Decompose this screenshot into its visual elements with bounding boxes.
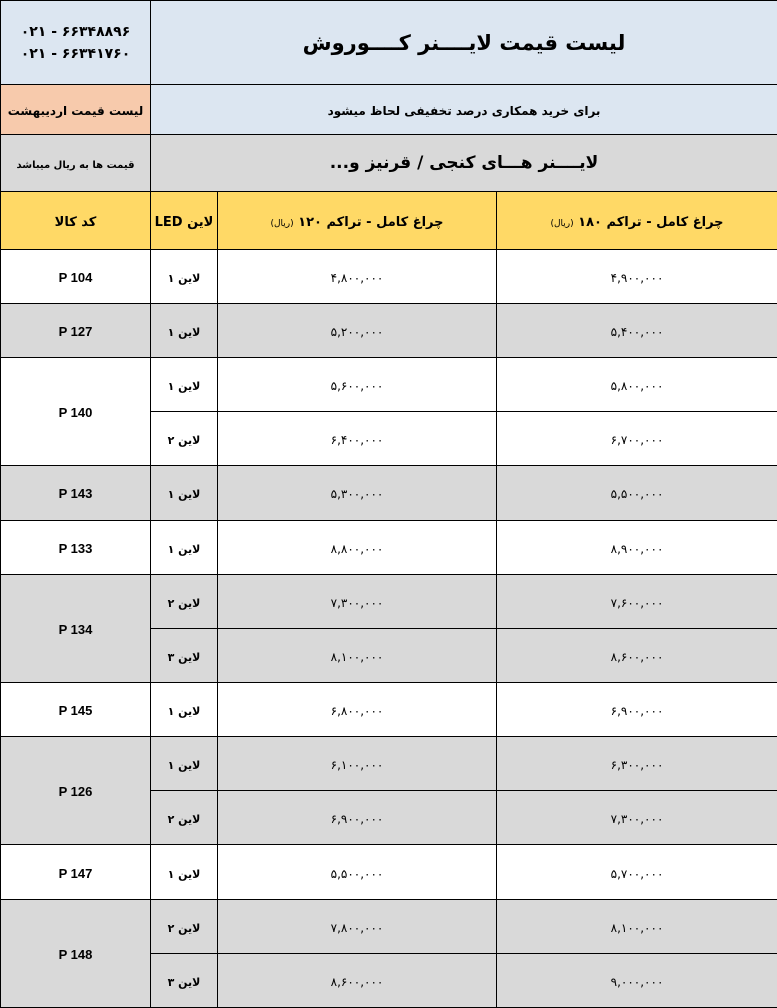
price-density-120: ۶,۹۰۰,۰۰۰	[330, 812, 384, 827]
price-density-180: ۷,۶۰۰,۰۰۰	[610, 595, 664, 610]
currency-unit-note: قیمت ها به ریال میباشد	[16, 160, 135, 172]
led-lines: ۱ لاین	[167, 271, 201, 285]
column-header-price180	[497, 191, 777, 249]
price-density-120: ۵,۵۰۰,۰۰۰	[330, 866, 384, 881]
price-density-120: ۵,۳۰۰,۰۰۰	[330, 487, 384, 502]
led-lines: ۳ لاین	[167, 975, 201, 989]
price-density-180: ۶,۳۰۰,۰۰۰	[610, 758, 664, 773]
led-lines: ۲ لاین	[167, 921, 201, 935]
price-density-180: ۵,۵۰۰,۰۰۰	[610, 487, 664, 502]
led-lines-cell	[151, 791, 218, 845]
led-lines: ۱ لاین	[167, 759, 201, 773]
price-density-180-cell	[497, 412, 777, 466]
led-lines-cell	[151, 466, 218, 520]
led-lines-cell	[151, 682, 218, 736]
price-density-120-cell	[218, 520, 497, 574]
product-code-cell	[1, 303, 151, 357]
led-lines-cell	[151, 845, 218, 899]
price-density-120-cell	[218, 466, 497, 520]
price-density-180-cell	[497, 358, 777, 412]
price-density-120-cell	[218, 845, 497, 899]
price-density-180: ۸,۱۰۰,۰۰۰	[610, 920, 664, 935]
column-header-code	[1, 191, 151, 249]
price-density-120: ۷,۳۰۰,۰۰۰	[330, 595, 384, 610]
price-density-180-cell	[497, 953, 777, 1007]
price-density-180-cell	[497, 303, 777, 357]
led-lines-cell	[151, 412, 218, 466]
product-code-cell	[1, 845, 151, 899]
led-lines: ۱ لاین	[167, 705, 201, 719]
price-density-180: ۵,۴۰۰,۰۰۰	[610, 324, 664, 339]
phone-numbers-cell	[1, 1, 151, 85]
led-lines: ۳ لاین	[167, 650, 201, 664]
led-lines: ۲ لاین	[167, 813, 201, 827]
code-header-label: کد کالا	[54, 214, 97, 230]
product-code: P 148	[58, 946, 93, 962]
led-lines: ۲ لاین	[167, 596, 201, 610]
table-row	[1, 303, 777, 357]
price-density-120-cell	[218, 412, 497, 466]
led-lines-cell	[151, 628, 218, 682]
price-density-180-cell	[497, 845, 777, 899]
led-lines-cell	[151, 953, 218, 1007]
led-lines-cell	[151, 574, 218, 628]
product-code: P 133	[58, 540, 93, 556]
price-density-120: ۵,۲۰۰,۰۰۰	[330, 324, 384, 339]
phone-number-1: ۰۲۱ - ۶۶۳۴۸۸۹۶	[20, 23, 131, 40]
price-density-180: ۵,۷۰۰,۰۰۰	[610, 866, 664, 881]
led-lines: ۱ لاین	[167, 542, 201, 556]
product-code-cell	[1, 737, 151, 845]
led-lines-cell	[151, 303, 218, 357]
price-density-180: ۵,۸۰۰,۰۰۰	[610, 379, 664, 394]
product-code: P 143	[58, 486, 93, 502]
price-density-180: ۹,۰۰۰,۰۰۰	[610, 974, 664, 989]
table-row	[1, 520, 777, 574]
note-cell	[151, 85, 777, 135]
led-lines: ۲ لاین	[167, 434, 201, 448]
price-density-120: ۶,۱۰۰,۰۰۰	[330, 758, 384, 773]
product-code-cell	[1, 358, 151, 466]
table-row	[1, 682, 777, 736]
price-density-180-cell	[497, 628, 777, 682]
product-code: P 145	[58, 703, 93, 719]
price-density-120-cell	[218, 574, 497, 628]
product-code-cell	[1, 520, 151, 574]
unit-note-cell	[1, 135, 151, 191]
product-code-cell	[1, 466, 151, 520]
discount-note: برای خرید همکاری درصد تخفیفی لحاظ میشود	[327, 104, 601, 119]
price-density-180-cell	[497, 899, 777, 953]
led-lines-cell	[151, 358, 218, 412]
page-title: لیست قیمت لایــــنر کــــوروش	[302, 30, 626, 55]
price-density-180: ۷,۳۰۰,۰۰۰	[610, 812, 664, 827]
led-header-label: لاین LED	[154, 214, 214, 230]
price-density-120-cell	[218, 953, 497, 1007]
price-density-120: ۶,۸۰۰,۰۰۰	[330, 704, 384, 719]
table-row	[1, 574, 777, 628]
price-density-180-cell	[497, 737, 777, 791]
price-density-180: ۶,۹۰۰,۰۰۰	[610, 704, 664, 719]
price-density-120-cell	[218, 303, 497, 357]
price-density-180: ۶,۷۰۰,۰۰۰	[610, 433, 664, 448]
product-code: P 104	[58, 269, 93, 285]
price-density-120-cell	[218, 358, 497, 412]
price-density-180-cell	[497, 574, 777, 628]
price-density-180: ۸,۶۰۰,۰۰۰	[610, 649, 664, 664]
table-row	[1, 845, 777, 899]
price120-currency-label: (ریال)	[270, 218, 294, 229]
led-lines-cell	[151, 899, 218, 953]
led-lines: ۱ لاین	[167, 325, 201, 339]
product-code-cell	[1, 574, 151, 682]
led-lines-cell	[151, 737, 218, 791]
price-density-180-cell	[497, 249, 777, 303]
price-density-180-cell	[497, 466, 777, 520]
table-row	[1, 249, 777, 303]
price-density-120: ۵,۶۰۰,۰۰۰	[330, 379, 384, 394]
price-density-120: ۸,۶۰۰,۰۰۰	[330, 974, 384, 989]
product-code-cell	[1, 249, 151, 303]
price-density-120-cell	[218, 628, 497, 682]
led-lines: ۱ لاین	[167, 488, 201, 502]
table-row	[1, 358, 777, 412]
price-density-120-cell	[218, 682, 497, 736]
product-code: P 127	[58, 323, 93, 339]
table-row	[1, 466, 777, 520]
price180-header-label: چراغ کامل - تراکم ۱۸۰	[578, 214, 724, 230]
product-code: P 147	[58, 865, 93, 881]
price-density-120-cell	[218, 899, 497, 953]
section-subtitle: لایــــنر هـــای کنجی / قرنیز و...	[329, 152, 599, 173]
product-code: P 126	[58, 784, 93, 800]
led-lines-cell	[151, 520, 218, 574]
product-code-cell	[1, 899, 151, 1007]
price-density-180: ۴,۹۰۰,۰۰۰	[610, 270, 664, 285]
product-code: P 140	[58, 405, 93, 421]
title-cell	[151, 1, 777, 85]
price-density-180-cell	[497, 520, 777, 574]
price180-currency-label: (ریال)	[550, 218, 574, 229]
price-density-180: ۸,۹۰۰,۰۰۰	[610, 541, 664, 556]
price-density-180-cell	[497, 791, 777, 845]
price-list-label-cell	[1, 85, 151, 135]
price-density-120: ۶,۴۰۰,۰۰۰	[330, 433, 384, 448]
price-density-120: ۸,۸۰۰,۰۰۰	[330, 541, 384, 556]
price-density-120-cell	[218, 791, 497, 845]
product-code-cell	[1, 682, 151, 736]
led-lines: ۱ لاین	[167, 380, 201, 394]
column-header-price120	[218, 191, 497, 249]
phone-number-2: ۰۲۱ - ۶۶۳۴۱۷۶۰	[20, 45, 131, 62]
led-lines: ۱ لاین	[167, 867, 201, 881]
price-density-120-cell	[218, 249, 497, 303]
price-density-180-cell	[497, 682, 777, 736]
price-density-120: ۸,۱۰۰,۰۰۰	[330, 649, 384, 664]
price120-header-label: چراغ کامل - تراکم ۱۲۰	[298, 214, 444, 230]
price-list-month-label: لیست قیمت اردیبهشت	[7, 104, 144, 119]
price-density-120: ۷,۸۰۰,۰۰۰	[330, 920, 384, 935]
price-density-120: ۴,۸۰۰,۰۰۰	[330, 270, 384, 285]
table-row	[1, 737, 777, 791]
led-lines-cell	[151, 249, 218, 303]
table-row	[1, 899, 777, 953]
subtitle-cell	[151, 135, 777, 191]
product-code: P 134	[58, 621, 93, 637]
column-header-led	[151, 191, 218, 249]
price-density-120-cell	[218, 737, 497, 791]
